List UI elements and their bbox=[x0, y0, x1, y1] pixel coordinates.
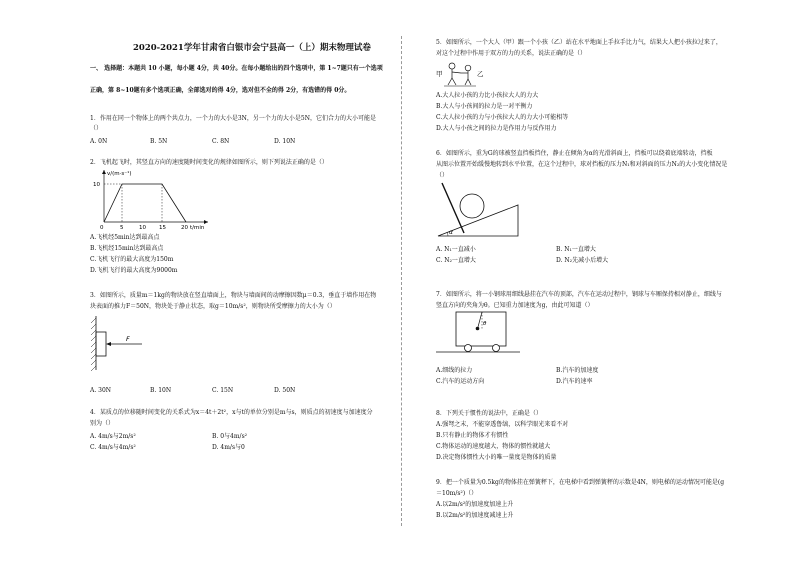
q6-option-b: B. N₁一直增大 bbox=[556, 246, 596, 253]
x-axis-unit: t/min bbox=[190, 225, 205, 231]
q2-velocity-time-graph bbox=[90, 168, 210, 230]
label-jia: 甲 bbox=[436, 70, 443, 78]
y-axis-label: v/(m·s⁻¹) bbox=[107, 171, 132, 177]
q2-option-b: B.飞机经15min达到最高点 bbox=[90, 245, 164, 252]
angle-label: α bbox=[449, 229, 453, 236]
q6-stem-line1: 6．如图所示，重为G的球被竖直挡板挡住，静止在倾角为α的光滑斜面上，挡板可以绕着底端转动，挡板 bbox=[436, 150, 713, 157]
x-tick-15: 15 bbox=[159, 225, 166, 231]
x-tick-10: 10 bbox=[139, 225, 146, 231]
q4-stem-line2: 别为（） bbox=[90, 420, 115, 427]
label-yi: 乙 bbox=[477, 70, 484, 78]
q8-option-c: C.物体运动的速度越大，物体的惯性就越大 bbox=[436, 443, 551, 450]
child-head bbox=[465, 65, 471, 71]
q5-option-c: C.大人拉小孩的力与小孩拉大人的力大小可能相等 bbox=[436, 114, 569, 121]
q3-option-a: A. 30N bbox=[90, 387, 112, 394]
q6-option-d: D. N₂先减小后增大 bbox=[556, 257, 609, 264]
q7-option-d: D.汽车的速率 bbox=[556, 378, 593, 385]
column-divider bbox=[401, 36, 402, 526]
q2-stem: 2．飞机起飞时，其竖直方向的速度随时间变化的规律如图所示，则下列说法正确的是（） bbox=[90, 159, 328, 166]
q4-option-a: A. 4m/s与2m/s² bbox=[90, 433, 136, 440]
q8-stem: 8．下列关于惯性的说法中，正确是（） bbox=[436, 410, 542, 417]
section-instructions-line2: 正确，第 8~10题有多个选项正确，全部选对的得 4分，选对但不全的得 2分，有选错的得 0分。 bbox=[90, 87, 351, 94]
steel-ball bbox=[476, 327, 480, 331]
q6-stem-line2: 从图示位置开始缓慢地转到水平位置，在这个过程中，球对挡板的压力N₁和对斜面的压力N₂的大小变化情况是 bbox=[436, 161, 728, 168]
q5-stem-line2: 对这个过程中作用于双方的力的关系，说法正确的是（） bbox=[436, 50, 587, 57]
q7-option-c: C.汽车的运动方向 bbox=[436, 378, 485, 385]
baffle bbox=[442, 183, 464, 233]
q6-option-c: C. N₂一直增大 bbox=[436, 257, 476, 264]
q4-option-d: D. 4m/s与0 bbox=[212, 444, 245, 451]
q7-stem-line2: 竖直方向的夹角为θ。已知重力加速度为g，由此可知道（） bbox=[436, 302, 594, 309]
q9-stem-line1: 9．把一个质量为0.5kg的物体挂在弹簧秤下，在电梯中看到弹簧秤的示数是4N，则电梯的运动情况可能是(g bbox=[436, 479, 725, 486]
q3-stem-line1: 3．如图所示，质量m＝1kg的物块放在竖直墙面上，物块与墙面间的动摩擦因数μ＝0.3，垂直于墙作用在物 bbox=[90, 292, 377, 299]
q8-option-d: D.决定物体惯性大小的唯一量度是物体的质量 bbox=[436, 454, 557, 461]
joined-arms bbox=[452, 72, 461, 73]
x-tick-0: 0 bbox=[100, 225, 104, 231]
force-arrowhead bbox=[106, 342, 111, 346]
y-tick-10: 10 bbox=[93, 182, 100, 188]
ball bbox=[460, 194, 484, 218]
q9-option-b: B.以2m/s²的加速度减速上升 bbox=[436, 512, 514, 519]
q4-option-b: B. 0与4m/s² bbox=[212, 433, 248, 440]
rear-wheel bbox=[465, 345, 472, 352]
q6-option-a: A. N₁一直减小 bbox=[436, 246, 476, 253]
x-axis-arrow bbox=[204, 220, 208, 224]
exam-title: 2020-2021学年甘肃省白银市会宁县高一（上）期末物理试卷 bbox=[133, 43, 371, 53]
q3-option-d: D. 50N bbox=[274, 387, 296, 394]
force-label: F bbox=[126, 335, 130, 343]
q5-stem-line1: 5．如图所示，一个大人（甲）跟一个小孩（乙）站在水平地面上手拉手比力气，结果大人把小孩拉过来了， bbox=[436, 39, 722, 46]
q5-option-d: D.大人与小孩之间的拉力是作用力与反作用力 bbox=[436, 125, 557, 132]
angle-arc bbox=[447, 232, 448, 236]
q5-option-a: A.大人拉小孩的力比小孩拉大人的力大 bbox=[436, 92, 539, 99]
q8-option-b: B.只有静止的物体才有惯性 bbox=[436, 432, 509, 439]
q1-option-d: D. 10N bbox=[274, 138, 296, 145]
q1-stem-line2: （） bbox=[90, 125, 103, 132]
string bbox=[478, 312, 482, 327]
q2-option-d: D.飞机飞行的最大高度为9000m bbox=[90, 267, 178, 274]
block bbox=[96, 332, 106, 356]
q4-stem-line1: 4．某质点的位移随时间变化的关系式为x＝4t＋2t²，x与t的单位分别是m与s，则质点的初速度与加速度分 bbox=[90, 409, 373, 416]
q1-option-a: A. 0N bbox=[90, 138, 108, 145]
q9-stem-line2: ＝10m/s²)（） bbox=[436, 490, 478, 497]
q5-option-b: B.大人与小孩间的拉力是一对平衡力 bbox=[436, 103, 533, 110]
q3-stem-line2: 块表面的推力F＝50N，物块处于静止状态，取g＝10m/s²，则物块所受摩擦力的大小为（） bbox=[90, 303, 336, 310]
wall-hatching bbox=[91, 318, 96, 371]
x-tick-5: 5 bbox=[120, 225, 124, 231]
q8-option-a: A.强弩之末，不能穿透鲁缟，以科学眼光来看不对 bbox=[436, 421, 569, 428]
q6-stem-line3: （） bbox=[436, 172, 449, 179]
q1-option-c: C. 8N bbox=[212, 138, 230, 145]
q3-block-wall-diagram bbox=[90, 314, 160, 372]
q4-option-c: C. 4m/s与4m/s² bbox=[90, 444, 136, 451]
q2-option-a: A.飞机经5min达到最高点 bbox=[90, 234, 160, 241]
q2-option-c: C.飞机飞行的最大高度为150m bbox=[90, 256, 174, 263]
q7-option-a: A.细线的拉力 bbox=[436, 367, 473, 374]
q5-tug-diagram bbox=[436, 60, 506, 88]
q7-car-pendulum-diagram bbox=[436, 310, 520, 360]
section-instructions-line1: 一、 选择题：本题共 10 小题，每小题 4分，共 40分。在每小题给出的四个选项中，第 1~7题只有一个选项 bbox=[90, 65, 383, 72]
q3-option-c: C. 15N bbox=[212, 387, 234, 394]
front-wheel bbox=[493, 345, 500, 352]
q3-option-b: B. 10N bbox=[150, 387, 172, 394]
x-tick-20: 20 bbox=[181, 225, 188, 231]
y-axis-arrow bbox=[102, 170, 106, 174]
q7-option-b: B.汽车的加速度 bbox=[556, 367, 599, 374]
q1-option-b: B. 5N bbox=[150, 138, 168, 145]
adult-head bbox=[449, 63, 455, 69]
q1-stem-line1: 1．作用在同一个物体上的两个共点力，一个力的大小是3N，另一个力的大小是5N，它们合力的大小可能是 bbox=[90, 115, 376, 122]
velocity-line bbox=[104, 184, 186, 222]
q7-stem-line1: 7．如图所示，将一小钢球用细线悬挂在汽车的顶部，汽车在运动过程中，钢球与车厢保持相对静止，细线与 bbox=[436, 291, 722, 298]
q6-ball-incline-diagram bbox=[436, 181, 520, 241]
q9-option-a: A.以2m/s²的加速度加速上升 bbox=[436, 501, 514, 508]
angle-label: θ bbox=[483, 321, 487, 327]
